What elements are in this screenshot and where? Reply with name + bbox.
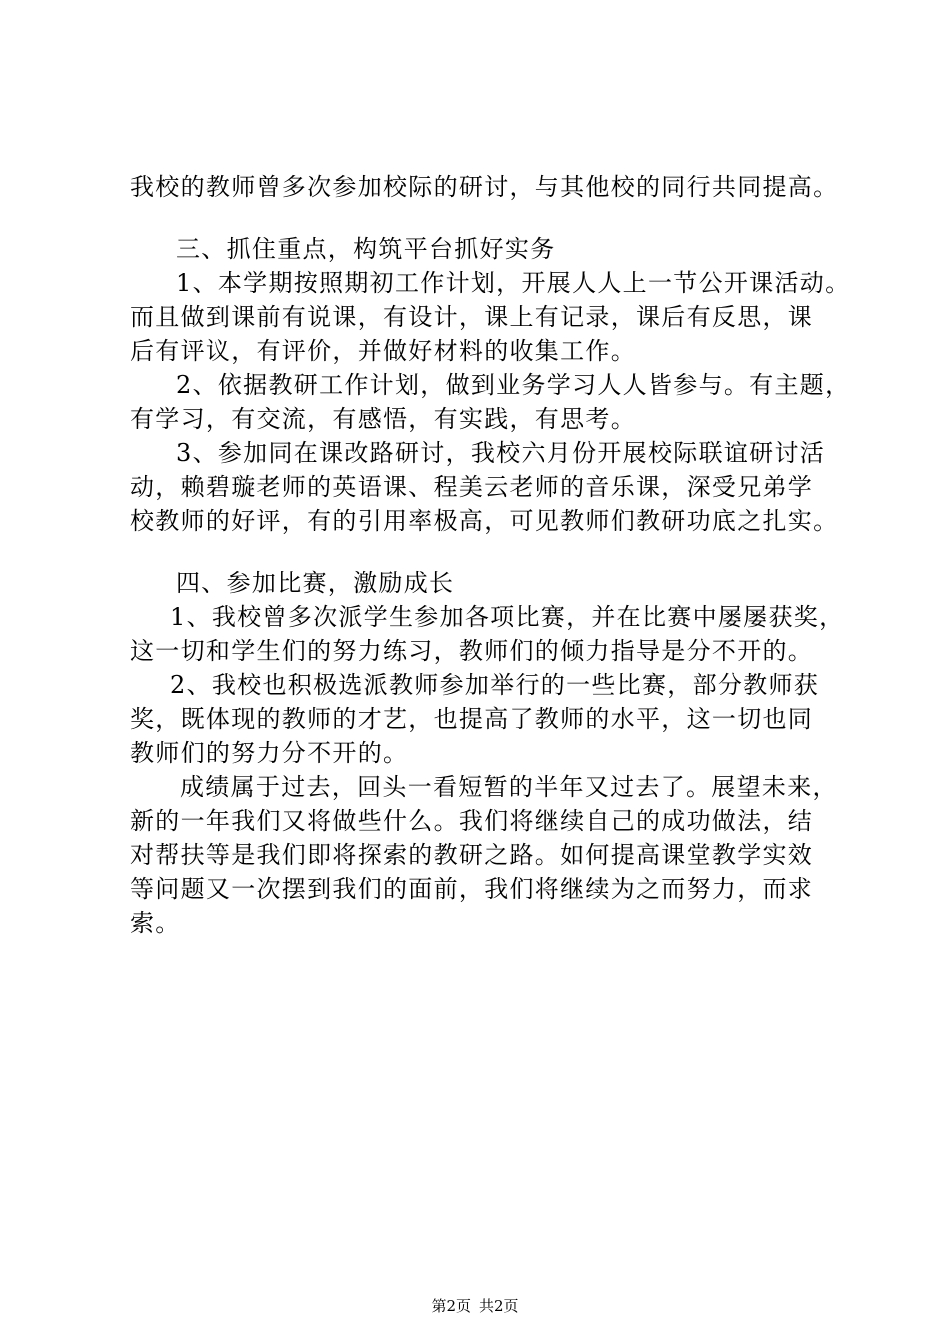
text-line: 我校的教师曾多次参加校际的研讨，与其他校的同行共同提高。 xyxy=(130,173,839,201)
paragraph-gap xyxy=(130,204,850,232)
text-line: 这一切和学生们的努力练习，教师们的倾力指导是分不开的。 xyxy=(130,637,814,665)
text-line: 而且做到课前有说课，有设计，课上有记录，课后有反思，课 xyxy=(130,303,814,331)
text-line: 1、我校曾多次派学生参加各项比赛，并在比赛中屡屡获奖， xyxy=(170,603,845,631)
text-line: 2、我校也积极选派教师参加举行的一些比赛，部分教师获 xyxy=(170,671,820,699)
text-line: 校教师的好评，有的引用率极高，可见教师们教研功底之扎实。 xyxy=(130,507,839,535)
text-line: 动，赖碧璇老师的英语课、程美云老师的音乐课，深受兄弟学 xyxy=(130,473,814,501)
text-line: 1、本学期按照期初工作计划，开展人人上一节公开课活动。 xyxy=(176,269,851,297)
page-footer xyxy=(0,1296,950,1316)
text-line: 对帮扶等是我们即将探索的教研之路。如何提高课堂教学实效 xyxy=(130,841,814,869)
text-line: 奖，既体现的教师的才艺，也提高了教师的水平，这一切也同 xyxy=(130,705,814,733)
text-line: 3、参加同在课改路研讨，我校六月份开展校际联谊研讨活 xyxy=(176,439,826,467)
page-number: 第2页 xyxy=(431,1297,471,1315)
text-line: 成绩属于过去，回头一看短暂的半年又过去了。展望未来， xyxy=(180,773,838,801)
text-line: 等问题又一次摆到我们的面前，我们将继续为之而努力，而求 xyxy=(130,875,814,903)
text-line: 索。 xyxy=(130,909,181,937)
text-line: 新的一年我们又将做些什么。我们将继续自己的成功做法，结 xyxy=(130,807,814,835)
document-body xyxy=(130,170,850,940)
text-line: 教师们的努力分不开的。 xyxy=(130,739,409,767)
text-line: 2、依据教研工作计划，做到业务学习人人皆参与。有主题， xyxy=(176,371,851,399)
page-total: 共2页 xyxy=(479,1297,519,1315)
section-heading-4: 四、参加比赛，激励成长 xyxy=(176,569,455,597)
paragraph-gap xyxy=(130,538,850,566)
text-line: 后有评议，有评价，并做好材料的收集工作。 xyxy=(130,337,636,365)
section-heading-3: 三、抓住重点，构筑平台抓好实务 xyxy=(176,235,556,263)
text-line: 有学习，有交流，有感悟，有实践，有思考。 xyxy=(130,405,636,433)
